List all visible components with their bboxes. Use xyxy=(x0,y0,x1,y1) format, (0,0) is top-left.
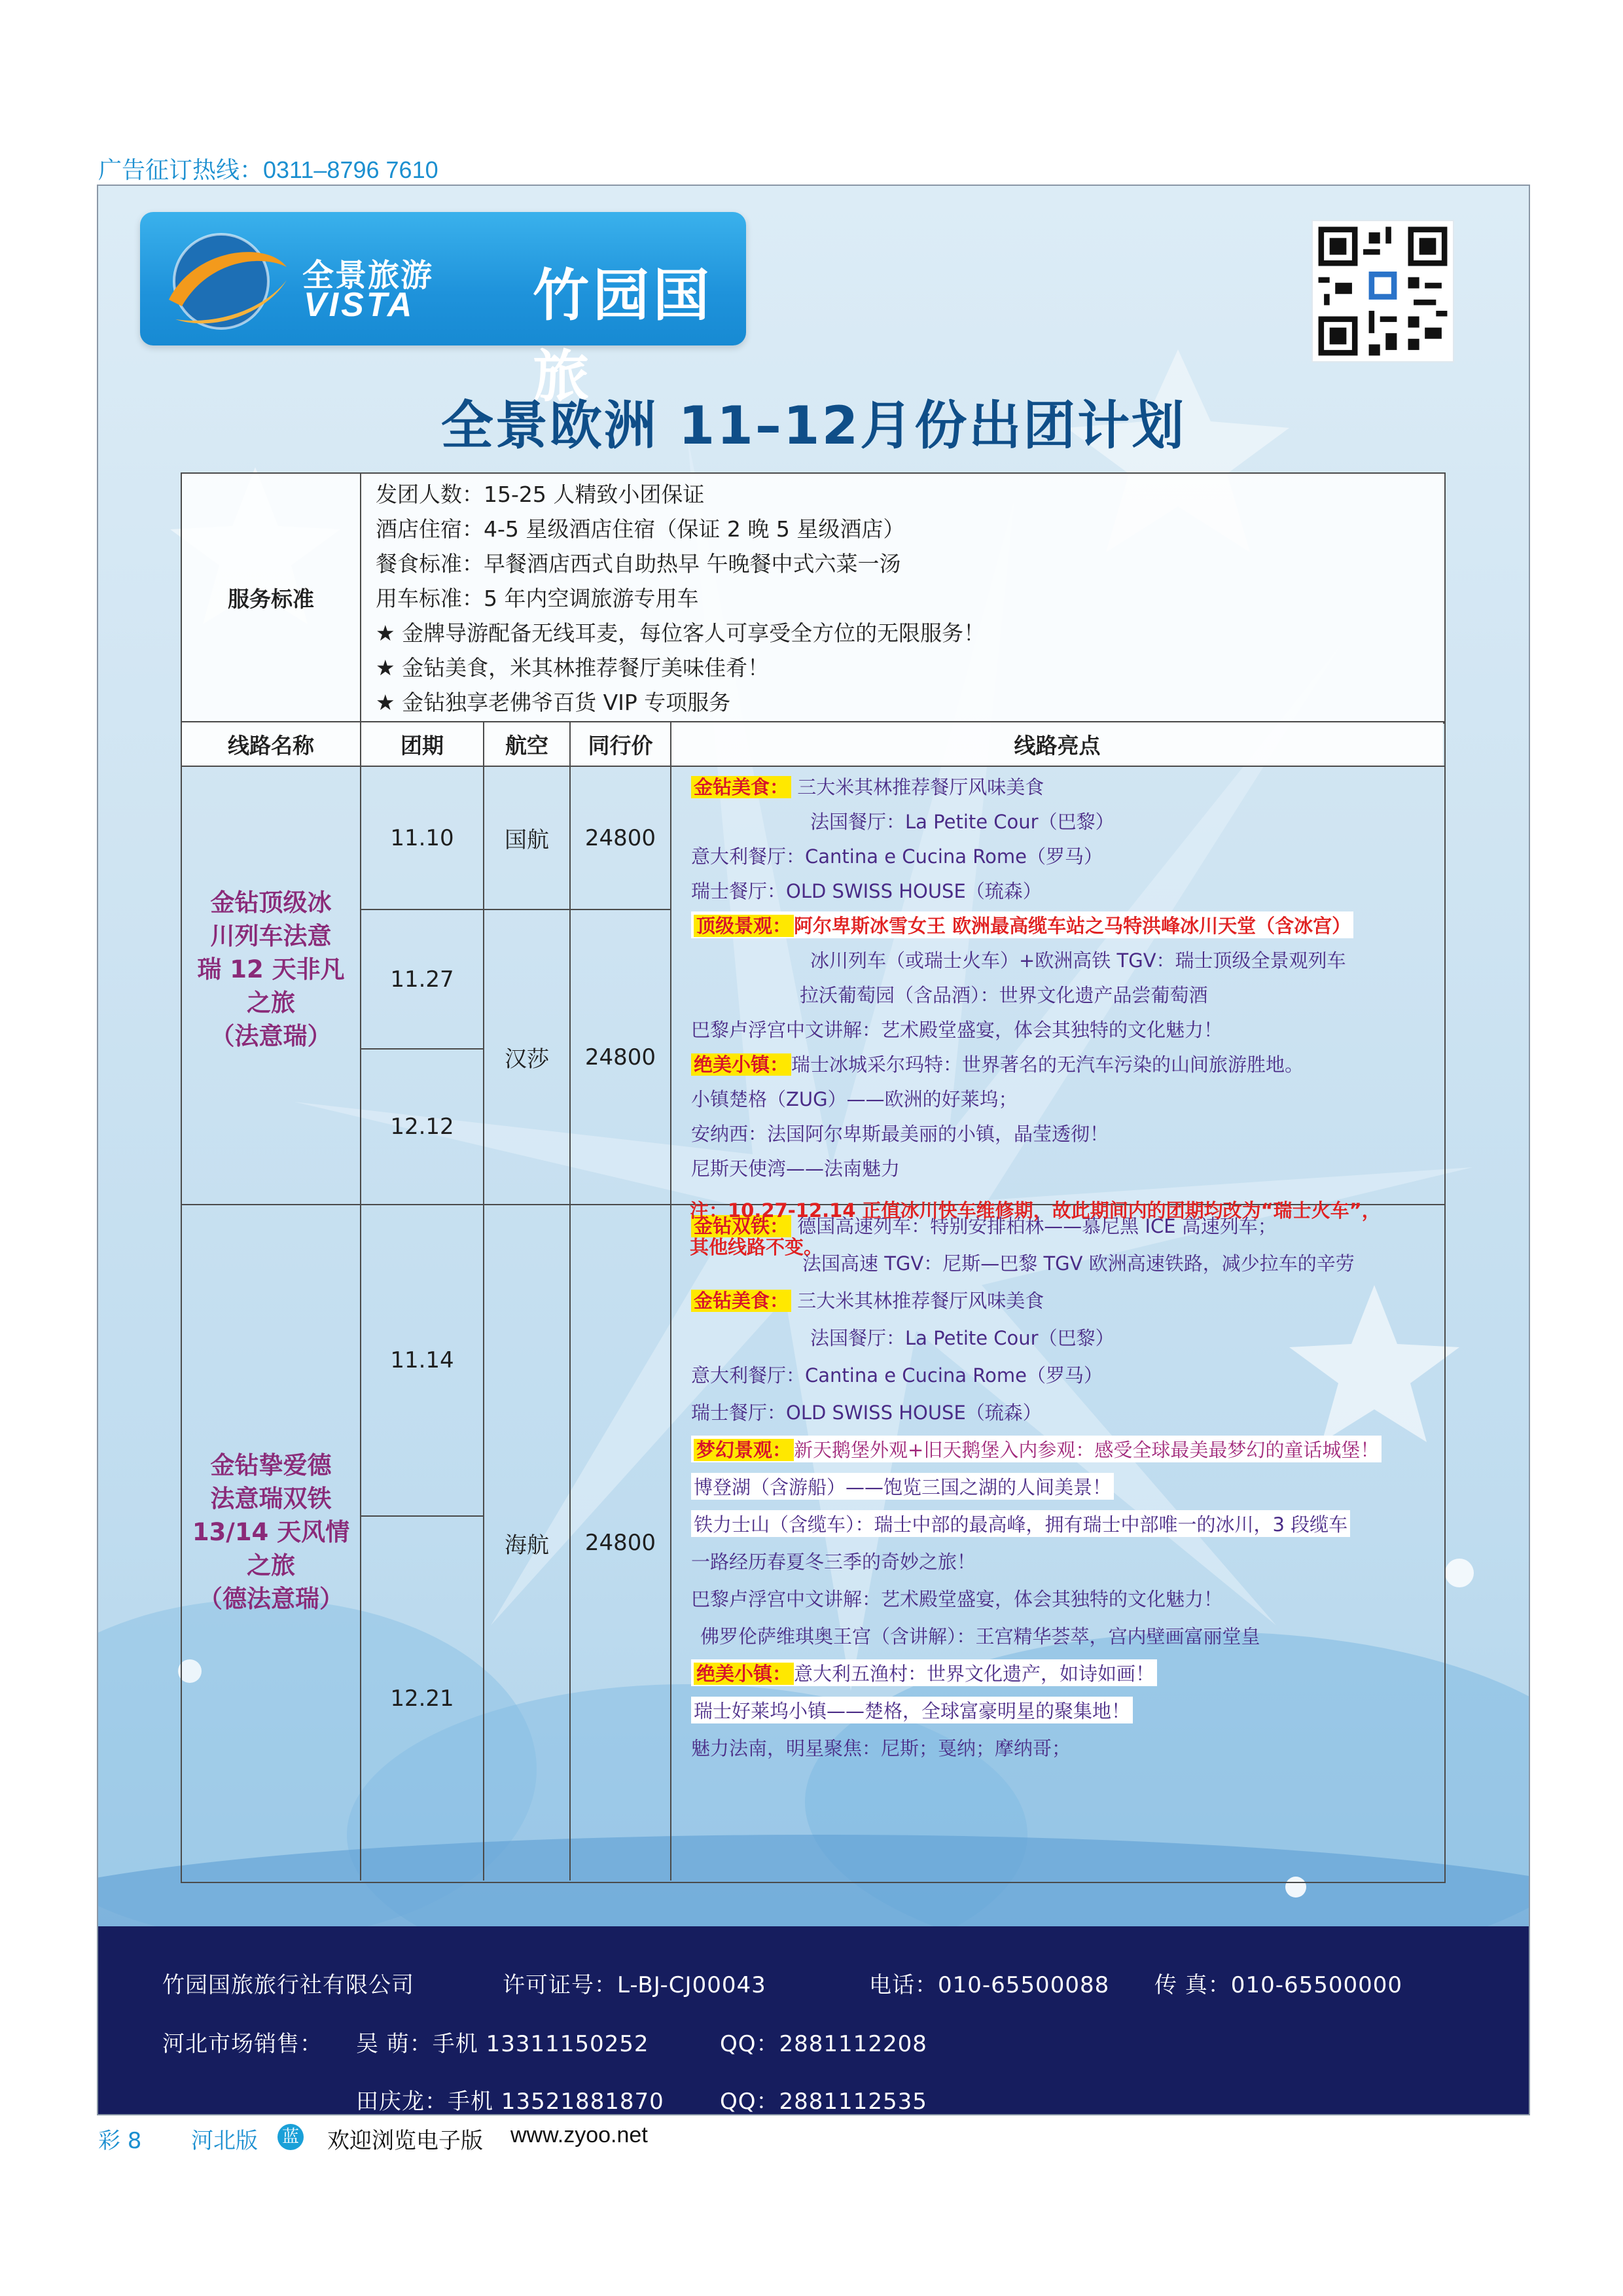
highlight-line: 法国餐厅：La Petite Cour（巴黎） xyxy=(810,1327,1115,1349)
highlight-line: 瑞士餐厅：OLD SWISS HOUSE（琉森） xyxy=(691,1402,1042,1424)
browse-text: 欢迎浏览电子版 xyxy=(327,2128,483,2154)
route-name-line: （法意瑞） xyxy=(210,1022,332,1050)
highlight-tag: 金钻双铁： xyxy=(691,1215,791,1237)
airline: 国航 xyxy=(505,827,549,853)
highlight-line xyxy=(691,1286,1044,1313)
highlight-text: 意大利五渔村：世界文化遗产，如诗如画！ xyxy=(794,1663,1155,1685)
highlight-line: 小镇楚格（ZUG）——欧洲的好莱坞； xyxy=(691,1088,1018,1110)
highlight-line: 巴黎卢浮宫中文讲解：艺术殿堂盛宴，体会其独特的文化魅力！ xyxy=(691,1588,1223,1610)
tour-date: 11.27 xyxy=(390,966,454,993)
phone-number: 电话：010-65500088 xyxy=(869,1972,1110,1998)
highlight-tag: 梦幻景观： xyxy=(694,1439,794,1461)
highlight-text: 德国高速列车：特别安排柏林——慕尼黑 ICE 高速列车； xyxy=(791,1215,1277,1237)
route-name-line: 之旅 xyxy=(247,989,295,1017)
header-airline: 航空 xyxy=(505,732,548,758)
tour-date: 11.14 xyxy=(390,1347,454,1373)
highlight-text: 三大米其林推荐餐厅风味美食 xyxy=(791,1290,1044,1312)
service-item: 餐食标准：早餐酒店西式自助热早 午晚餐中式六菜一汤 xyxy=(376,551,901,576)
header-highlights: 线路亮点 xyxy=(1014,732,1101,758)
highlight-line: 瑞士好莱坞小镇——楚格，全球富豪明星的聚集地！ xyxy=(691,1697,1133,1723)
highlight-line: 意大利餐厅：Cantina e Cucina Rome（罗马） xyxy=(691,1364,1103,1386)
highlight-line: 博登湖（含游船）——饱览三国之湖的人间美景！ xyxy=(691,1473,1114,1500)
route-name-line: 瑞 12 天非凡 xyxy=(197,955,345,983)
highlight-line: 冰川列车（或瑞士火车）+欧洲高铁 TGV：瑞士顶级全景观列车 xyxy=(810,949,1346,972)
tour-date: 12.21 xyxy=(390,1686,454,1712)
highlight-line xyxy=(691,773,1044,800)
service-item: 酒店住宿：4-5 星级酒店住宿（保证 2 晚 5 星级酒店） xyxy=(376,516,905,542)
header-date: 团期 xyxy=(401,732,444,758)
highlight-line: 安纳西：法国阿尔卑斯最美丽的小镇，晶莹透彻！ xyxy=(691,1123,1109,1145)
route-name-line: 法意瑞双铁 xyxy=(210,1485,332,1513)
highlight-line: 瑞士餐厅：OLD SWISS HOUSE（琉森） xyxy=(691,880,1042,902)
license-number: 许可证号：L-BJ-CJ00043 xyxy=(503,1972,766,1998)
service-table xyxy=(181,472,1446,724)
highlight-line: 铁力士山（含缆车）：瑞士中部的最高峰，拥有瑞士中部唯一的冰川，3 段缆车 xyxy=(691,1510,1350,1537)
brand-cn: 全景旅游 xyxy=(302,257,434,294)
edition-badge xyxy=(277,2123,304,2150)
route-name-line: 金钻挚爱德 xyxy=(210,1451,332,1479)
highlight-text: 三大米其林推荐餐厅风味美食 xyxy=(791,776,1044,798)
service-item: 发团人数：15-25 人精致小团保证 xyxy=(376,482,705,507)
highlight-line: 魅力法南，明星聚焦：尼斯；戛纳；摩纳哥； xyxy=(691,1737,1071,1759)
tour-date: 11.10 xyxy=(390,824,454,851)
contact-1: 吴 萌：手机 13311150252 xyxy=(356,2031,649,2057)
sales-label: 河北市场销售： xyxy=(162,2031,323,2057)
service-item: 用车标准：5 年内空调旅游专用车 xyxy=(376,586,699,611)
highlight-line: 巴黎卢浮宫中文讲解：艺术殿堂盛宴，体会其独特的文化魅力！ xyxy=(691,1019,1223,1041)
ad-hotline: 广告征订热线：0311–8796 7610 xyxy=(98,156,438,183)
header-route-name: 线路名称 xyxy=(228,732,314,758)
contact-2: 田庆龙：手机 13521881870 xyxy=(356,2089,664,2115)
service-label: 服务标准 xyxy=(228,586,314,612)
highlight-text: 新天鹅堡外观+旧天鹅堡入内参观：感受全球最美最梦幻的童话城堡！ xyxy=(794,1439,1380,1461)
site-url[interactable]: www.zyoo.net xyxy=(510,2123,648,2147)
service-item: ★ 金钻独享老佛爷百货 VIP 专项服务 xyxy=(376,690,731,715)
highlight-line: 佛罗伦萨维琪奥王宫（含讲解）：王宫精华荟萃，宫内壁画富丽堂皇 xyxy=(700,1625,1260,1648)
highlight-line: 法国高速 TGV：尼斯—巴黎 TGV 欧洲高速铁路，减少拉车的辛劳 xyxy=(802,1252,1355,1275)
contact-2-qq: QQ：2881112535 xyxy=(720,2089,927,2115)
route-name-line: 川列车法意 xyxy=(210,922,332,950)
highlight-tag: 金钻美食： xyxy=(691,1290,791,1312)
highlight-text: 阿尔卑斯冰雪女王 欧洲最高缆车站之马特洪峰冰川天堂（含冰宫） xyxy=(794,915,1351,937)
airline: 海航 xyxy=(505,1532,549,1559)
highlight-line xyxy=(691,911,1353,938)
highlight-tag: 绝美小镇： xyxy=(694,1663,794,1685)
highlight-line: 拉沃葡萄园（含品酒）：世界文化遗产品尝葡萄酒 xyxy=(800,984,1208,1006)
highlight-line xyxy=(691,1659,1157,1686)
service-item: ★ 金牌导游配备无线耳麦，每位客人可享受全方位的无限服务！ xyxy=(376,620,986,646)
qr-code-icon xyxy=(1311,220,1454,362)
route-name-line: （德法意瑞） xyxy=(198,1585,344,1613)
highlight-note-1: 注：10.27-12.14 正值冰川快车维修期，故此期间内的团期均改为“瑞士火车”， xyxy=(690,1199,1381,1222)
header-price: 同行价 xyxy=(588,732,653,758)
highlight-line: 意大利餐厅：Cantina e Cucina Rome（罗马） xyxy=(691,845,1103,868)
highlight-line: 法国餐厅：La Petite Cour（巴黎） xyxy=(810,811,1115,833)
highlight-line xyxy=(691,1436,1382,1462)
contact-1-qq: QQ：2881112208 xyxy=(720,2031,927,2057)
route-name-line: 之旅 xyxy=(247,1551,295,1580)
route-name-line: 金钻顶级冰 xyxy=(210,889,332,917)
airline: 汉莎 xyxy=(505,1046,549,1072)
page-title: 全景欧洲 11–12月份出团计划 xyxy=(440,395,1186,456)
highlight-line xyxy=(691,1050,1304,1077)
globe-icon xyxy=(156,221,293,339)
price: 24800 xyxy=(584,1530,656,1556)
tour-date: 12.12 xyxy=(390,1114,454,1140)
advertisement xyxy=(97,185,1530,2115)
service-item: ★ 金钻美食，米其林推荐餐厅美味佳肴！ xyxy=(376,655,770,680)
page-number: 彩 8 xyxy=(98,2128,142,2154)
route-name xyxy=(182,886,360,1053)
company-name: 竹园国旅旅行社有限公司 xyxy=(162,1972,414,1998)
price: 24800 xyxy=(584,824,656,851)
highlight-note-2: 其他线路不变。 xyxy=(690,1236,823,1258)
brand-logo xyxy=(140,212,746,410)
highlight-line: 尼斯天使湾——法南魅力 xyxy=(691,1157,901,1180)
highlight-tag: 金钻美食： xyxy=(691,776,791,798)
badge-icon: 蓝 xyxy=(277,2124,304,2150)
brand-name: 竹园国旅 xyxy=(533,263,713,410)
contact-footer xyxy=(98,1926,1529,2114)
highlight-line: 一路经历春夏冬三季的奇妙之旅！ xyxy=(691,1551,976,1573)
price: 24800 xyxy=(584,1044,656,1070)
route-name-line: 13/14 天风情 xyxy=(192,1518,350,1546)
route-name xyxy=(182,1449,360,1616)
highlight-text: 瑞士冰城采尔玛特：世界著名的无汽车污染的山间旅游胜地。 xyxy=(791,1053,1304,1076)
edition-label: 河北版 xyxy=(191,2128,258,2154)
brand-en: VISTA xyxy=(304,286,415,324)
fax-number: 传 真：010-65500000 xyxy=(1154,1972,1403,1998)
highlight-tag: 顶级景观： xyxy=(694,915,794,937)
highlight-tag: 绝美小镇： xyxy=(691,1053,791,1076)
